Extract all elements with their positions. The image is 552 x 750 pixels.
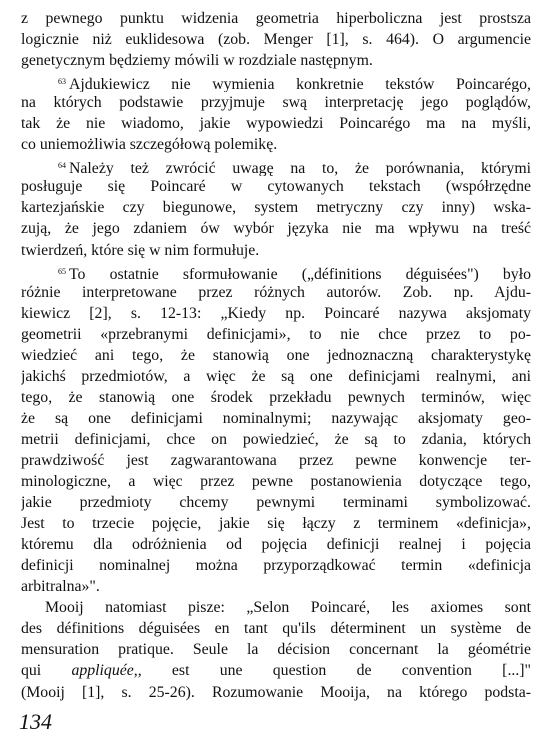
page-number: 134 (19, 709, 52, 734)
text-line: jakie przedmioty chcemy pewnymi terminami symbolizować. (21, 494, 531, 512)
text-line: minologiczne, a więc przez pewne postanowienia dotyczące tego, (21, 473, 531, 491)
text-line: Ajdukiewicz nie wymienia konkretnie tekstów Poincarégo, (69, 76, 531, 93)
text-line: twierdzeń, które się w nim formułuje. (21, 241, 260, 259)
text-line: definicji nominalnej można przyporządkować termin «definicja (21, 557, 531, 575)
text-line: posługuje się Poincaré w cytowanych tekstach (współrzędne (21, 178, 531, 196)
text-line: zują, że jego zdaniem ów wybór języka nie ma wpływu na treść (21, 220, 531, 238)
text-line: różnie interpretowane przez różnych autorów. Zob. np. Ajdu- (21, 283, 531, 301)
text-line: Jest to trzecie pojęcie, jakie się łączy z terminem «definicja», (21, 515, 531, 533)
text-line: wiedzieć ani tego, że stanowią one jednoznaczną charakterystykę (21, 346, 531, 364)
text-line: prawdziwość jest zagwarantowana przez pewne konwencje ter- (21, 451, 531, 469)
text-line: logicznie niż euklidesowa (zob. Menger [1], s. 464). O argumencie (21, 31, 531, 49)
footnote-mark: 65 (58, 266, 66, 276)
text-line: kiewicz [2], s. 12-13: „Kiedy np. Poincaré nazywa aksjomaty (21, 304, 531, 322)
text-line: (Mooij [1], s. 25-26). Rozumowanie Mooija, na którego podsta- (21, 683, 531, 701)
italic-term: appliquée, (71, 662, 138, 680)
text-fragment: qui (21, 662, 42, 680)
text-fragment: , est une question de convention [...]" (137, 662, 531, 680)
text-line: na których podstawie przyjmuje swą interpretację jego poglądów, (21, 94, 531, 112)
text-line: Należy też zwrócić uwagę na to, że porównania, którymi (69, 160, 531, 177)
footnotes-text (21, 8, 531, 703)
footnote-65-start (21, 261, 531, 282)
text-line: Mooij natomiast pisze: „Selon Poincaré, les axiomes sont (45, 599, 531, 617)
text-line: To ostatnie sformułowanie („définitions déguisées") było (69, 265, 531, 282)
text-line: kartezjańskie czy biegunowe, system metryczny czy inny) wska- (21, 199, 531, 217)
text-line: des définitions déguisées en tant qu'ils déterminent un système de (21, 620, 531, 638)
text-line: geometrii «przebranymi definicjami», to nie chce przez to po- (21, 325, 531, 343)
text-line: że są one definicjami nominalnymi; nazywając aksjomaty geo- (21, 409, 531, 427)
text-line: któremu dla odróżnienia od pojęcia definicji realnej i pojęcia (21, 536, 531, 554)
text-line: genetycznym będziemy mówili w rozdziale następnym. (21, 52, 373, 70)
text-line: z pewnego punktu widzenia geometria hiperboliczna jest prostsza (21, 10, 531, 27)
footnote-64-start (21, 155, 531, 176)
text-line-italic-phrase (21, 660, 531, 681)
text-line: tego, że stanowią one środek przekładu pewnych terminów, więc (21, 388, 531, 406)
text-line: metrii definicjami, chce on powiedzieć, że są to zdania, których (21, 430, 531, 448)
text-line: jakichś przedmiotów, a więc że są one definicjami realnymi, ani (21, 367, 531, 385)
footnote-mark: 63 (58, 77, 66, 87)
footnote-63-start (21, 71, 531, 92)
text-line: co uniemożliwia szczegółową polemikę. (21, 136, 278, 154)
text-line: mensuration pratique. Seule la décision concernant la géométrie (21, 641, 531, 659)
footnote-mark: 64 (58, 161, 66, 171)
text-line: arbitralna»". (21, 578, 100, 596)
text-line: tak że nie wiadomo, jakie wypowiedzi Poincarégo ma na myśli, (21, 115, 531, 133)
